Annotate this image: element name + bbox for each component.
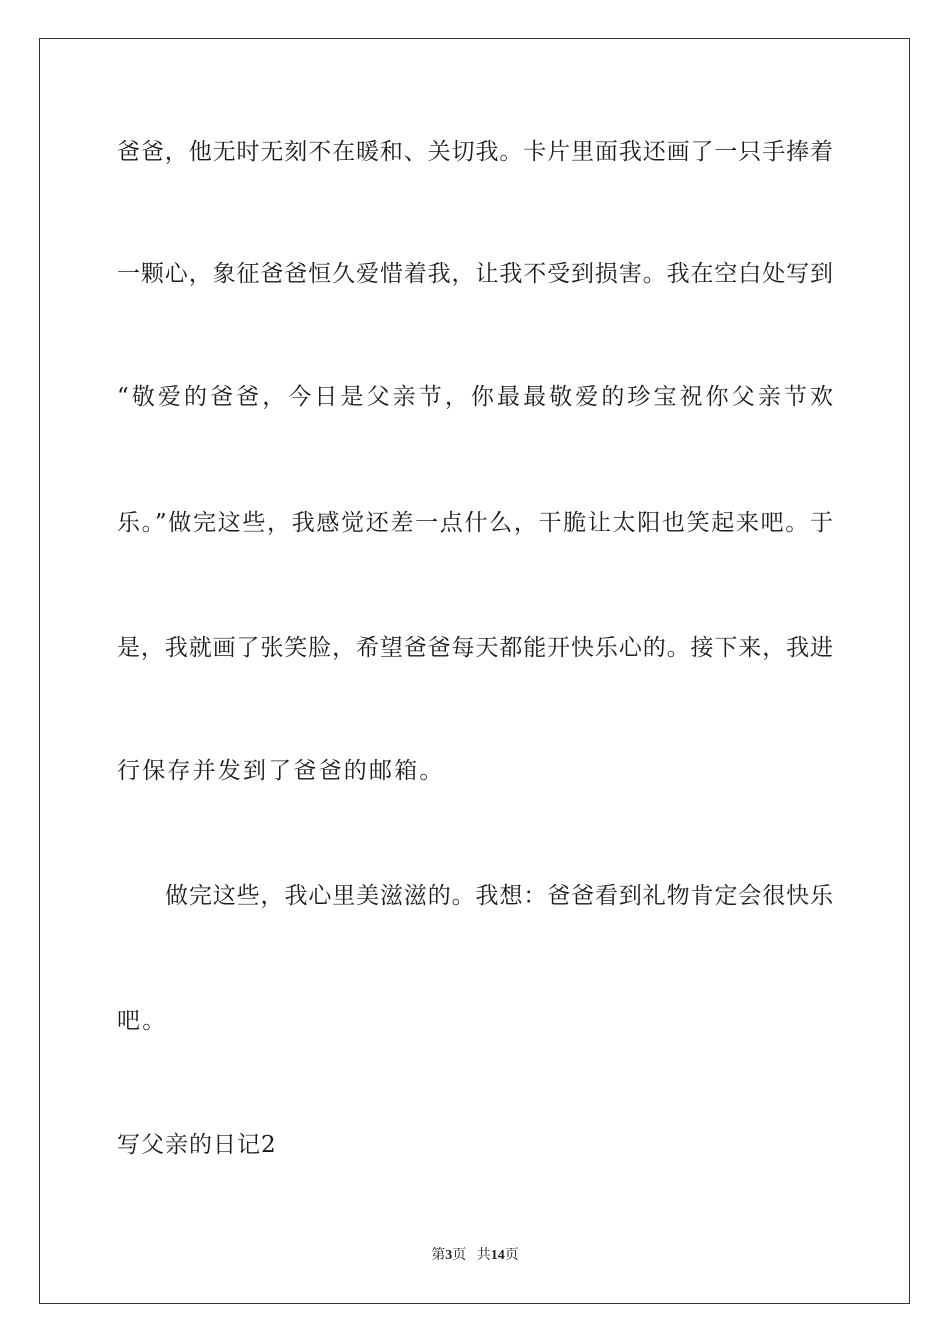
page-footer	[0, 1246, 950, 1266]
text-line-5: 是，我就画了张笑脸，希望爸爸每天都能开快乐心的。接下来，我进	[117, 635, 833, 661]
footer-spacer	[466, 1248, 477, 1263]
text-line-6: 行保存并发到了爸爸的邮箱。	[117, 758, 445, 784]
footer-page-number: 3	[445, 1248, 453, 1263]
footer-total-prefix: 共	[476, 1248, 491, 1263]
footer-page-suffix: 页	[452, 1248, 467, 1263]
footer-page-prefix: 第	[431, 1248, 446, 1263]
footer-total-suffix: 页	[504, 1248, 519, 1263]
text-line-7: 做完这些，我心里美滋滋的。我想：爸爸看到礼物肯定会很快乐	[165, 883, 833, 909]
text-line-8: 吧。	[117, 1008, 168, 1034]
text-line-3: “敬爱的爸爸，今日是父亲节，你最最敬爱的珍宝祝你父亲节欢	[117, 384, 833, 410]
section-heading: 写父亲的日记2	[117, 1132, 277, 1158]
text-line-4: 乐。”做完这些，我感觉还差一点什么，干脆让太阳也笑起来吧。于	[117, 510, 833, 536]
footer-total-pages: 14	[490, 1248, 505, 1263]
page-border	[39, 38, 910, 1304]
text-line-1: 爸爸，他无时无刻不在暖和、关切我。卡片里面我还画了一只手捧着	[117, 139, 833, 165]
text-line-2: 一颗心，象征爸爸恒久爱惜着我，让我不受到损害。我在空白处写到	[117, 261, 833, 287]
